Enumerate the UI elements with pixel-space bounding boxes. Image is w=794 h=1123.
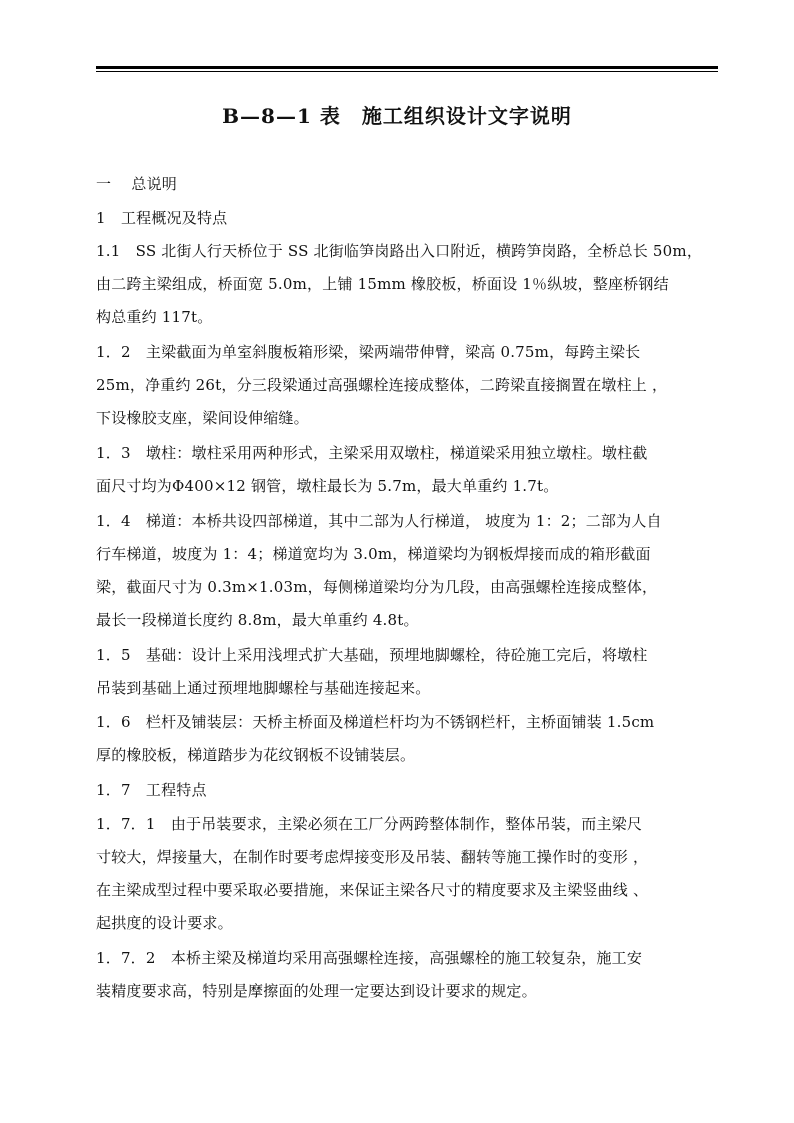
body-line: 吊装到基础上通过预埋地脚螺栓与基础连接起来。 [96, 679, 431, 697]
body-line: 起拱度的设计要求。 [96, 914, 233, 932]
body-line: 1．7．1 由于吊装要求，主梁必须在工厂分两跨整体制作，整体吊装，而主梁尺 [96, 815, 643, 833]
body-line: 1．6 栏杆及铺装层：天桥主桥面及梯道栏杆均为不锈钢栏杆，主桥面铺装 1.5cm [96, 713, 655, 731]
subsection-heading: 1．7 工程特点 [96, 781, 207, 799]
body-line: 1.1 SS 北街人行天桥位于 SS 北街临笋岗路出入口附近，横跨笋岗路，全桥总长 50m， [96, 242, 703, 260]
body-line: 寸较大，焊接量大，在制作时要考虑焊接变形及吊装、翻转等施工操作时的变形 ， [96, 848, 649, 866]
body-line: 最长一段梯道长度约 8.8m，最大单重约 4.8t。 [96, 611, 419, 629]
body-line: 1．3 墩柱：墩柱采用两种形式，主梁采用双墩柱，梯道梁采用独立墩柱。墩柱截 [96, 444, 648, 462]
header-rule-thin [96, 71, 718, 72]
body-line: 下设橡胶支座，梁间设伸缩缝。 [96, 409, 309, 427]
body-line: 面尺寸均为Φ400×12 钢管，墩柱最长为 5.7m，最大单重约 1.7t。 [96, 477, 559, 495]
body-line: 1．5 基础：设计上采用浅埋式扩大基础，预埋地脚螺栓，待砼施工完后，将墩柱 [96, 646, 648, 664]
subsection-heading: 1 工程概况及特点 [96, 209, 228, 227]
body-line: 由二跨主梁组成，桥面宽 5.0m，上铺 15mm 橡胶板，桥面设 1％纵坡，整座桥钢结 [96, 275, 669, 293]
body-line: 装精度要求高，特别是摩擦面的处理一定要达到设计要求的规定。 [96, 982, 537, 1000]
body-line: 行车梯道，坡度为 1：4；梯道宽均为 3.0m，梯道梁均为钢板焊接而成的箱形截面 [96, 545, 651, 563]
body-line: 1．4 梯道：本桥共设四部梯道，其中二部为人行梯道， 坡度为 1：2；二部为人自 [96, 512, 662, 530]
section-heading: 一 总说明 [96, 175, 177, 193]
body-line: 1．2 主梁截面为单室斜腹板箱形梁，梁两端带伸臂，梁高 0.75m，每跨主梁长 [96, 343, 641, 361]
body-line: 在主梁成型过程中要采取必要措施，来保证主梁各尺寸的精度要求及主梁竖曲线 、 [96, 881, 649, 899]
document-title: B—8—1 表 施工组织设计文字说明 [222, 104, 572, 128]
body-line: 梁，截面尺寸为 0.3m×1.03m，每侧梯道梁均分为几段，由高强螺栓连接成整体， [96, 578, 658, 596]
body-line: 1．7．2 本桥主梁及梯道均采用高强螺栓连接，高强螺栓的施工较复杂，施工安 [96, 949, 643, 967]
header-rule-thick [96, 66, 718, 69]
body-line: 厚的橡胶板，梯道踏步为花纹钢板不设铺装层。 [96, 746, 416, 764]
body-line: 构总重约 117t。 [96, 308, 213, 326]
body-line: 25m，净重约 26t，分三段梁通过高强螺栓连接成整体，二跨梁直接搁置在墩柱上 ， [96, 376, 668, 394]
